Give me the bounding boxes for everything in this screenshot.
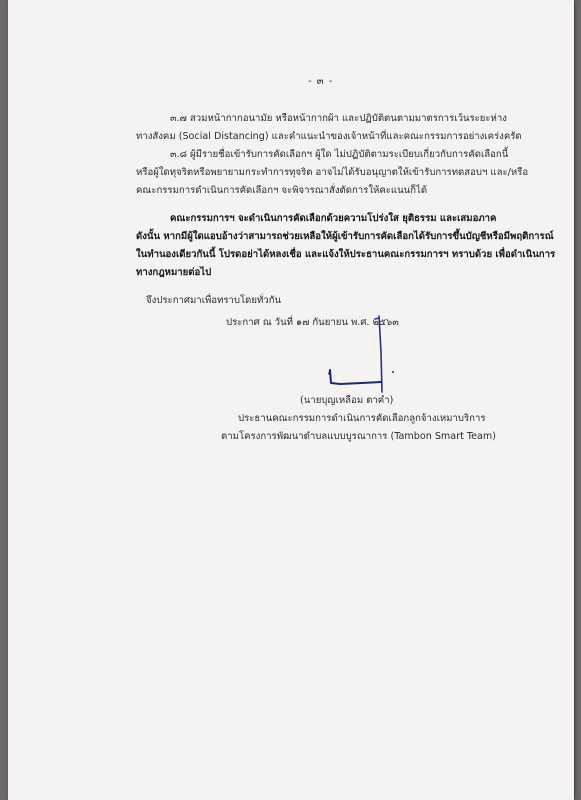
- notice-line3: ในทำนองเดียวกันนี้ โปรดอย่าได้หลงเชื่อ และแจ้งให้ประธานคณะกรรมการฯ ทราบด้วย เพื่อดำเนินการ: [136, 249, 556, 260]
- announcement-date: ประกาศ ณ วันที่ ๑๗ กันยายน พ.ศ. ๒๕๖๓: [226, 317, 399, 328]
- notice-line1: คณะกรรมการฯ จะดำเนินการคัดเลือกด้วยความโปร่งใส ยุติธรรม และเสมอภาค: [170, 213, 497, 224]
- item-3-7-line1: ๓.๗ สวมหน้ากากอนามัย หรือหน้ากากผ้า และปฏิบัติตนตามมาตรการเว้นระยะห่าง: [170, 113, 507, 124]
- notice-line4: ทางกฎหมายต่อไป: [136, 267, 212, 278]
- document-page: [8, 0, 574, 800]
- handwritten-signature: [326, 312, 396, 402]
- signer-name: (นายบุญเหลือม ตาคำ): [300, 395, 394, 406]
- item-3-8-line2: หรือผู้ใดทุจริตหรือพยายามกระทำการทุจริต อาจไม่ได้รับอนุญาตให้เข้ารับการทดสอบฯ และ/หรือ: [136, 167, 529, 178]
- signer-title-line1: ประธานคณะกรรมการดำเนินการคัดเลือกลูกจ้างเหมาบริการ: [238, 413, 486, 424]
- page-number: - ๓ -: [308, 76, 334, 87]
- notice-line2: ดังนั้น หากมีผู้ใดแอบอ้างว่าสามารถช่วยเหลือให้ผู้เข้ารับการคัดเลือกได้รับการขึ้นบัญชีหรือมีพฤติการณ์: [136, 231, 554, 242]
- item-3-7-line2: ทางสังคม (Social Distancing) และคำแนะนำของเจ้าหน้าที่และคณะกรรมการอย่างเคร่งครัด: [136, 131, 522, 142]
- signer-title-line2: ตามโครงการพัฒนาตำบลแบบบูรณาการ (Tambon Smart Team): [221, 431, 497, 442]
- item-3-8-line1: ๓.๘ ผู้มีรายชื่อเข้ารับการคัดเลือกฯ ผู้ใด ไม่ปฏิบัติตามระเบียบเกี่ยวกับการคัดเลือกนี้: [170, 149, 509, 160]
- announcement-text: จึงประกาศมาเพื่อทราบโดยทั่วกัน: [146, 295, 282, 306]
- item-3-8-line3: คณะกรรมการดำเนินการคัดเลือกฯ จะพิจารณาสั่งตัดการให้คะแนนก็ได้: [136, 185, 428, 196]
